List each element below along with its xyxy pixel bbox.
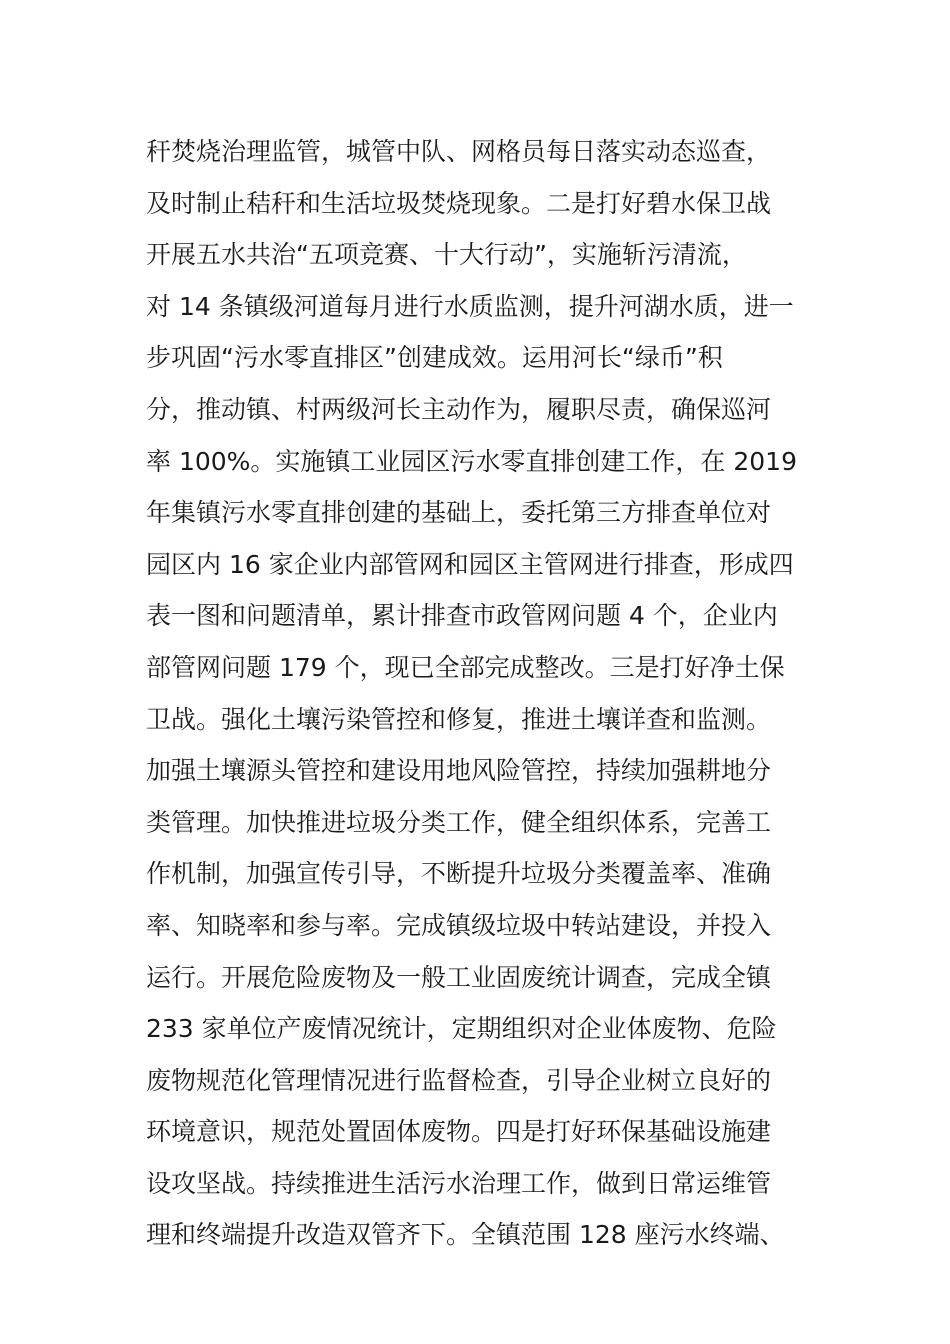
text-line: 分，推动镇、村两级河长主动作为，履职尽责，确保巡河 (146, 394, 772, 424)
text-line: 率 100%。实施镇工业园区污水零直排创建工作，在 2019 (146, 446, 797, 476)
text-line: 233 家单位产废情况统计，定期组织对企业体废物、危险 (146, 1014, 777, 1044)
text-line: 年集镇污水零直排创建的基础上，委托第三方排查单位对 (146, 498, 772, 528)
text-line: 及时制止秸秆和生活垃圾焚烧现象。二是打好碧水保卫战 (146, 188, 772, 218)
text-line: 废物规范化管理情况进行监督检查，引导企业树立良好的 (146, 1065, 772, 1095)
body-text (146, 126, 806, 1261)
text-line: 开展五水共治“五项竞赛、十大行动”，实施斩污清流， (146, 240, 747, 270)
text-line: 园区内 16 家企业内部管网和园区主管网进行排查，形成四 (146, 549, 794, 579)
text-line: 对 14 条镇级河道每月进行水质监测，提升河湖水质，进一 (146, 291, 794, 321)
text-line: 设攻坚战。持续推进生活污水治理工作，做到日常运维管 (146, 1168, 772, 1198)
text-line: 卫战。强化土壤污染管控和修复，推进土壤详查和监测。 (146, 704, 772, 734)
text-line: 步巩固“污水零直排区”创建成效。运用河长“绿币”积 (146, 343, 723, 373)
text-line: 作机制，加强宣传引导，不断提升垃圾分类覆盖率、准确 (146, 859, 772, 889)
text-line: 加强土壤源头管控和建设用地风险管控，持续加强耕地分 (146, 756, 772, 786)
text-line: 率、知晓率和参与率。完成镇级垃圾中转站建设，并投入 (146, 910, 772, 940)
text-line: 部管网问题 179 个，现已全部完成整改。三是打好净土保 (146, 652, 785, 682)
text-line: 运行。开展危险废物及一般工业固废统计调查，完成全镇 (146, 962, 772, 992)
text-line: 类管理。加快推进垃圾分类工作，健全组织体系，完善工 (146, 807, 772, 837)
text-line: 秆焚烧治理监管，城管中队、网格员每日落实动态巡查， (146, 137, 772, 166)
text-line: 理和终端提升改造双管齐下。全镇范围 128 座污水终端、 (146, 1220, 785, 1250)
text-line: 环境意识，规范处置固体废物。四是打好环保基础设施建 (146, 1117, 772, 1147)
text-line: 表一图和问题清单，累计排查市政管网问题 4 个，企业内 (146, 601, 778, 631)
